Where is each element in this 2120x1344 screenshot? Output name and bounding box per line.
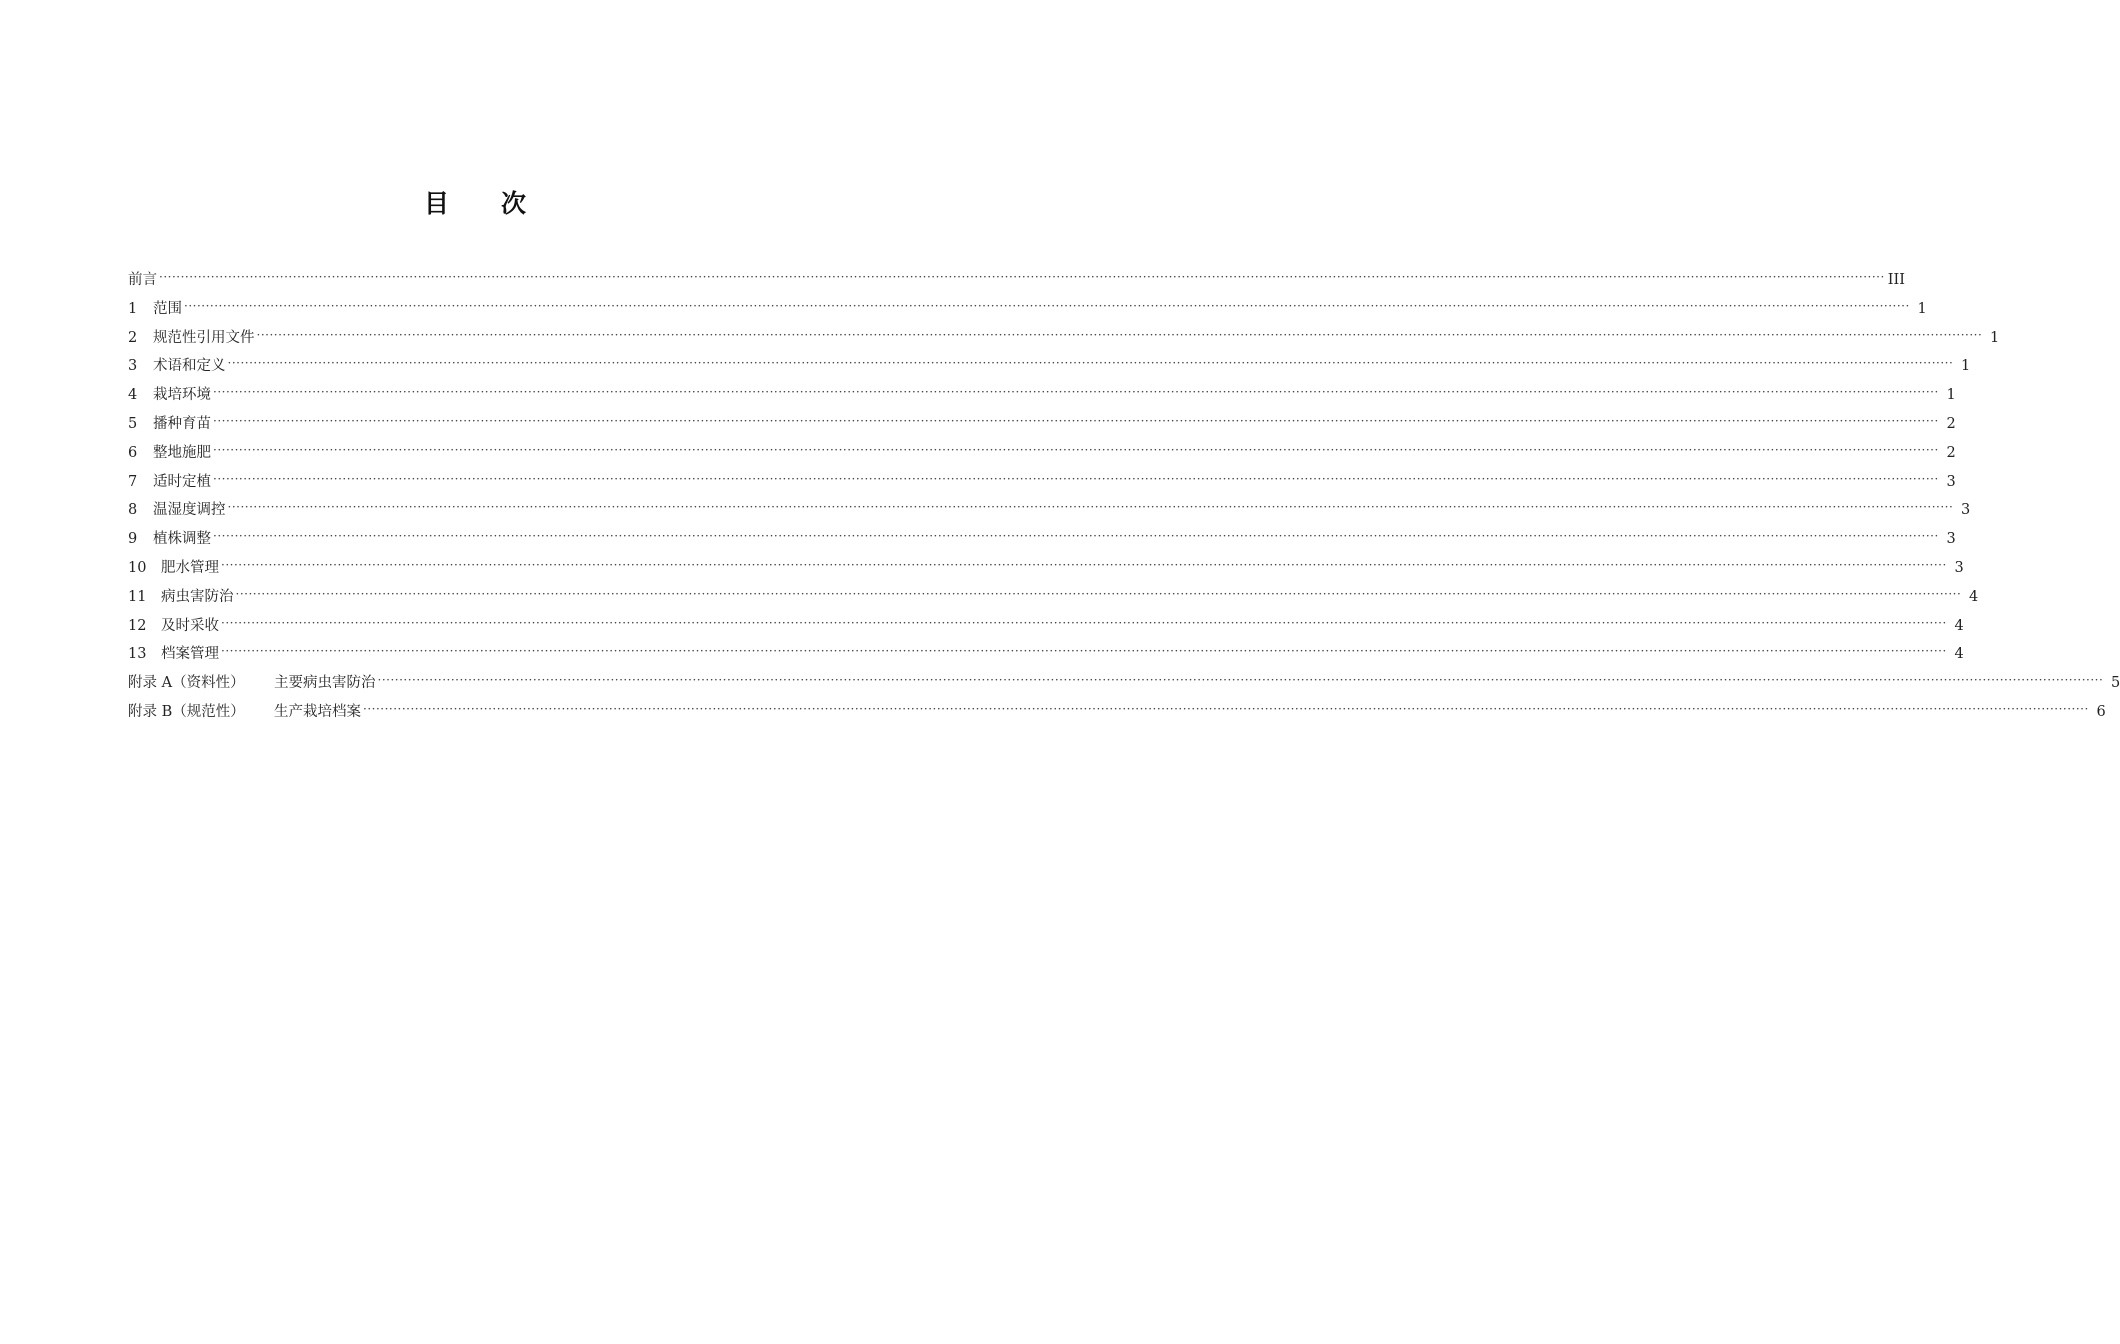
toc-entry[interactable] [128, 410, 1956, 439]
toc-dot-leader: ················································································································································································································································································································································································································ [213, 529, 1939, 544]
toc-entry-label: 生产栽培档案 [274, 703, 361, 720]
toc-entry[interactable] [128, 468, 1956, 497]
toc-entry-number: 1 [128, 300, 138, 317]
toc-entry-label: 温湿度调控 [153, 502, 226, 519]
toc-dot-leader: ················································································································································································································································································································································································································ [221, 615, 1947, 630]
toc-entry-label: 植株调整 [153, 531, 211, 548]
toc-entry[interactable] [128, 352, 1971, 381]
toc-entry-page-number: III [1887, 272, 1905, 288]
toc-entry-label: 规范性引用文件 [153, 329, 255, 346]
toc-entry-page-number: 1 [1946, 387, 1956, 404]
toc-entry[interactable] [128, 698, 2106, 727]
toc-entry-number: 9 [128, 531, 138, 548]
toc-title-char-2: 次 [501, 189, 527, 218]
toc-dot-leader: ················································································································································································································································································································································································································ [256, 327, 1983, 342]
toc-dot-leader: ················································································································································································································································································································································································································ [227, 356, 1954, 371]
toc-dot-leader: ················································································································································································································································································································································································································ [184, 298, 1910, 313]
toc-entry-number: 附录 B（规范性） [128, 703, 245, 720]
toc-entry-page-number: 3 [1946, 473, 1956, 490]
toc-entry-page-number: 5 [2111, 675, 2120, 692]
toc-entry-label: 病虫害防治 [161, 588, 234, 605]
toc-entry-page-number: 3 [1954, 559, 1964, 576]
toc-dot-leader: ················································································································································································································································································································································································································ [213, 471, 1939, 486]
toc-entry[interactable] [128, 554, 1964, 583]
toc-dot-leader: ················································································································································································································································································································································································································ [213, 442, 1939, 457]
toc-entry[interactable] [128, 669, 2120, 698]
toc-entry[interactable] [128, 439, 1956, 468]
toc-entry-page-number: 2 [1946, 415, 1956, 432]
toc-dot-leader: ················································································································································································································································································································································································································ [221, 644, 1947, 659]
toc-entry-number: 10 [128, 559, 147, 576]
toc-entry-label: 档案管理 [161, 646, 219, 663]
toc-entry[interactable] [128, 381, 1956, 410]
toc-entry[interactable] [128, 525, 1956, 554]
toc-entry-label: 适时定植 [153, 473, 211, 490]
toc-entry-page-number: 1 [1961, 358, 1971, 375]
toc-entry[interactable] [128, 583, 1979, 612]
toc-entry-label: 主要病虫害防治 [274, 675, 376, 692]
toc-entry-label: 栽培环境 [153, 387, 211, 404]
toc-entry[interactable] [128, 496, 1971, 525]
toc-entry[interactable] [128, 612, 1964, 641]
toc-dot-leader: ················································································································································································································································································································································································································ [221, 557, 1947, 572]
toc-entry-number: 4 [128, 387, 138, 404]
toc-entry[interactable] [128, 640, 1964, 669]
toc-title-char-1: 目 [423, 189, 449, 218]
toc-entry-label: 范围 [153, 300, 182, 317]
toc-entry-number: 8 [128, 502, 138, 519]
toc-entry-number: 2 [128, 329, 138, 346]
toc-entry-label: 及时采收 [161, 617, 219, 634]
toc-dot-leader: ················································································································································································································································································································································································································ [159, 270, 1885, 284]
toc-entry[interactable] [128, 295, 1927, 324]
toc-dot-leader: ················································································································································································································································································································································································································ [363, 701, 2089, 716]
toc-dot-leader: ················································································································································································································································································································································································································ [213, 385, 1939, 400]
toc-entry-number: 11 [128, 588, 147, 605]
toc-entry-number: 12 [128, 617, 147, 634]
toc-entry-page-number: 2 [1946, 444, 1956, 461]
toc-entry[interactable] [128, 266, 1905, 295]
toc-entry-page-number: 3 [1961, 502, 1971, 519]
toc-entry-page-number: 1 [1990, 329, 2000, 346]
toc-entry-page-number: 6 [2096, 703, 2106, 720]
toc-entry-number: 附录 A（资料性） [128, 675, 245, 692]
toc-entry-label: 播种育苗 [153, 415, 211, 432]
toc-entry-number: 5 [128, 415, 138, 432]
toc-entry-label: 术语和定义 [153, 358, 226, 375]
toc-dot-leader: ················································································································································································································································································································································································································ [235, 586, 1962, 601]
toc-entry-number: 6 [128, 444, 138, 461]
toc-entry-page-number: 4 [1954, 617, 1964, 634]
toc-entry-number: 13 [128, 646, 147, 663]
toc-entry-page-number: 3 [1946, 531, 1956, 548]
toc-title [0, 186, 950, 222]
toc-entry-label: 前言 [128, 272, 157, 288]
toc-list [128, 266, 2120, 727]
toc-dot-leader: ················································································································································································································································································································································································································ [227, 500, 1954, 515]
toc-entry-number: 7 [128, 473, 138, 490]
toc-entry[interactable] [128, 324, 2000, 353]
toc-dot-leader: ················································································································································································································································································································································································································ [213, 413, 1939, 428]
toc-entry-page-number: 1 [1917, 300, 1927, 317]
toc-entry-label: 肥水管理 [161, 559, 219, 576]
toc-entry-page-number: 4 [1969, 588, 1979, 605]
toc-entry-page-number: 4 [1954, 646, 1964, 663]
toc-entry-number: 3 [128, 358, 138, 375]
toc-entry-label: 整地施肥 [153, 444, 211, 461]
toc-dot-leader: ················································································································································································································································································································································································································ [377, 673, 2104, 688]
